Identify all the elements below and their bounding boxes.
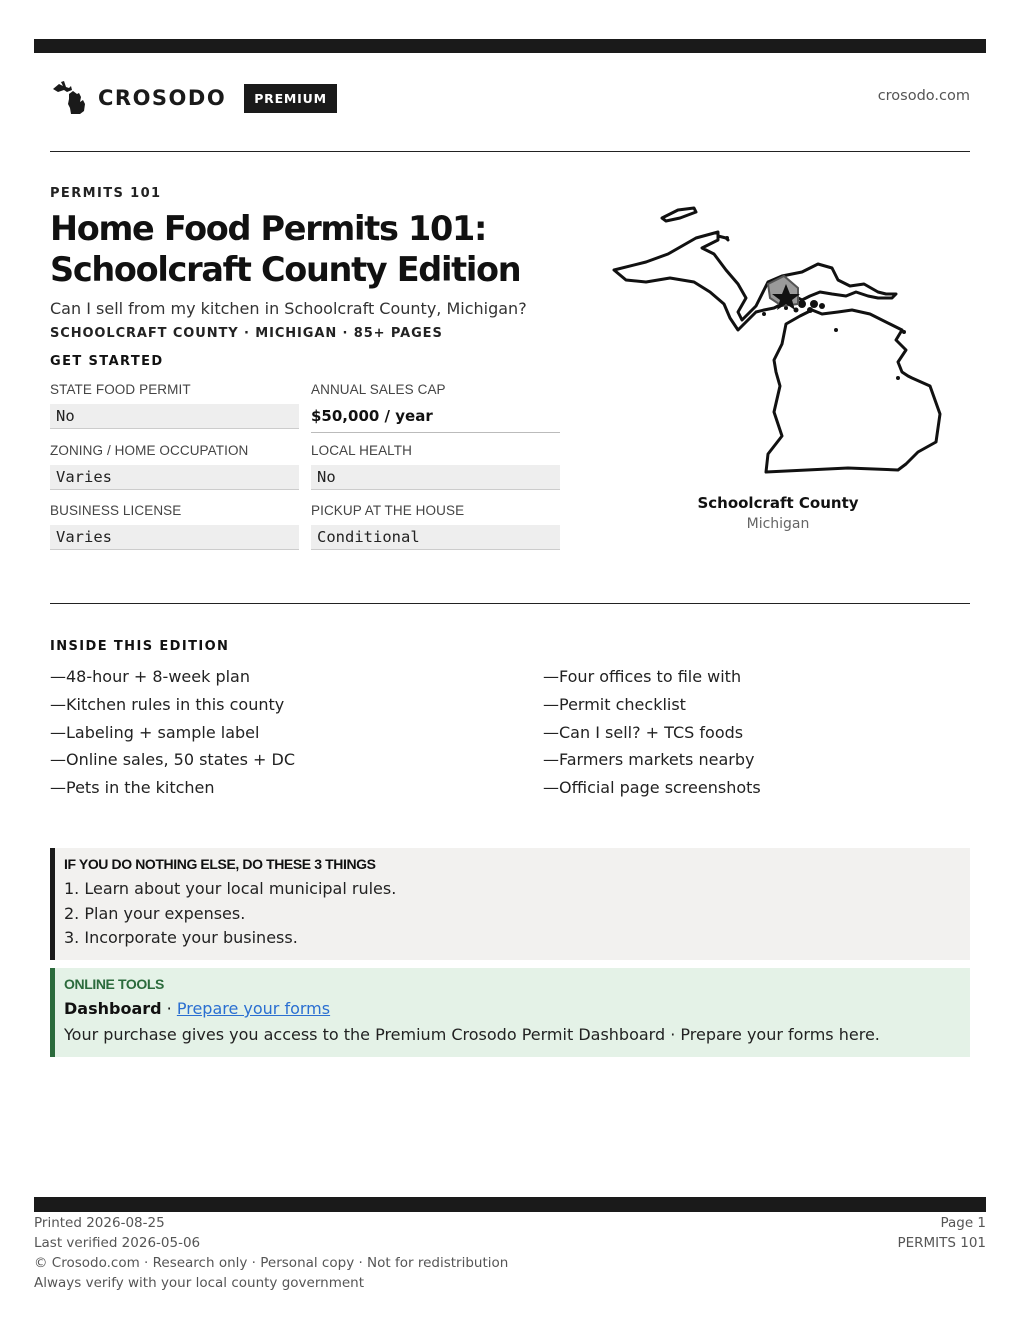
edition-meta: SCHOOLCRAFT COUNTY · MICHIGAN · 85+ PAGES bbox=[50, 326, 443, 341]
header-divider bbox=[50, 151, 970, 152]
printed-date: Printed 2026-08-25 bbox=[34, 1215, 165, 1231]
fact-label: ZONING / HOME OCCUPATION bbox=[50, 443, 249, 458]
online-tools-callout bbox=[50, 968, 970, 1057]
fact-label: ANNUAL SALES CAP bbox=[311, 382, 446, 397]
step-item: 3. Incorporate your business. bbox=[64, 928, 298, 947]
subtitle: Can I sell from my kitchen in Schoolcraft County, Michigan? bbox=[50, 299, 527, 318]
dashboard-label: Dashboard bbox=[64, 999, 162, 1018]
dashboard-description: Your purchase gives you access to the Premium Crosodo Permit Dashboard · Prepare your forms here. bbox=[64, 1025, 880, 1044]
disclaimer: Always verify with your local county government bbox=[34, 1275, 364, 1291]
toc-column-left bbox=[50, 666, 490, 805]
page-header bbox=[50, 78, 970, 118]
fact-label: LOCAL HEALTH bbox=[311, 443, 412, 458]
toc-item: —Farmers markets nearby bbox=[543, 750, 755, 770]
toc-item: —48-hour + 8-week plan bbox=[50, 667, 250, 686]
fact-label: PICKUP AT THE HOUSE bbox=[311, 503, 465, 518]
toc-column-right bbox=[543, 666, 983, 805]
title-line-2: Schoolcraft County Edition bbox=[50, 250, 521, 289]
fact-value: Varies bbox=[50, 525, 299, 550]
toc-heading: INSIDE THIS EDITION bbox=[50, 639, 230, 654]
toc-item: —Can I sell? + TCS foods bbox=[543, 722, 744, 742]
toc-item: —Online sales, 50 states + DC bbox=[50, 750, 296, 770]
must-do-title: IF YOU DO NOTHING ELSE, DO THESE 3 THINGS bbox=[64, 856, 376, 872]
toc-item: —Kitchen rules in this county bbox=[50, 694, 285, 714]
eyebrow: PERMITS 101 bbox=[50, 186, 162, 201]
toc-item: —Permit checklist bbox=[543, 694, 686, 714]
step-item: 1. Learn about your local municipal rules. bbox=[64, 879, 397, 898]
title-line-1: Home Food Permits 101: bbox=[50, 209, 487, 248]
section-divider bbox=[50, 603, 970, 604]
fact-value: No bbox=[50, 404, 299, 429]
fact-business-license bbox=[50, 503, 299, 550]
top-bar bbox=[34, 39, 986, 53]
dashboard-line bbox=[64, 998, 970, 1020]
premium-badge: PREMIUM bbox=[244, 84, 337, 113]
brand-name: CROSODO bbox=[98, 86, 227, 110]
fact-state-food-permit bbox=[50, 382, 299, 429]
fact-zoning bbox=[50, 443, 299, 490]
michigan-map-svg bbox=[606, 200, 950, 480]
map-county-name: Schoolcraft County bbox=[697, 494, 859, 512]
fact-label: STATE FOOD PERMIT bbox=[50, 382, 191, 397]
michigan-map bbox=[606, 200, 950, 480]
fact-local-health bbox=[311, 443, 560, 490]
copyright: © Crosodo.com · Research only · Personal copy · Not for redistribution bbox=[34, 1255, 509, 1271]
must-do-callout bbox=[50, 848, 970, 960]
toc-item: —Official page screenshots bbox=[543, 778, 761, 797]
must-do-steps bbox=[64, 877, 970, 951]
footer-section: PERMITS 101 bbox=[897, 1235, 986, 1251]
michigan-mitten-icon bbox=[50, 78, 90, 118]
online-tools-title: ONLINE TOOLS bbox=[64, 976, 164, 992]
isle-royale bbox=[662, 208, 696, 221]
lower-peninsula bbox=[766, 310, 940, 472]
separator: · bbox=[161, 999, 177, 1018]
page-title bbox=[50, 208, 590, 290]
fact-pickup bbox=[311, 503, 560, 550]
footer-right bbox=[897, 1213, 986, 1253]
step-item: 2. Plan your expenses. bbox=[64, 903, 246, 923]
get-started-heading: GET STARTED bbox=[50, 354, 164, 369]
prepare-forms-link[interactable]: Prepare your forms bbox=[176, 999, 331, 1018]
fact-value: No bbox=[311, 465, 560, 490]
fact-value: $50,000 / year bbox=[311, 404, 560, 433]
verified-date: Last verified 2026-05-06 bbox=[34, 1235, 201, 1251]
footer-bar bbox=[34, 1197, 986, 1212]
fact-value: Varies bbox=[50, 465, 299, 490]
toc-item: —Pets in the kitchen bbox=[50, 778, 215, 797]
footer-left bbox=[34, 1213, 508, 1293]
toc-item: —Four offices to file with bbox=[543, 667, 742, 686]
site-url[interactable]: crosodo.com bbox=[877, 88, 970, 104]
toc-item: —Labeling + sample label bbox=[50, 722, 260, 742]
brand[interactable] bbox=[50, 78, 337, 118]
fact-value: Conditional bbox=[311, 525, 560, 550]
page-number: Page 1 bbox=[940, 1215, 986, 1231]
map-state-name: Michigan bbox=[746, 516, 810, 532]
fact-annual-sales-cap bbox=[311, 382, 560, 433]
upper-peninsula bbox=[614, 232, 896, 330]
fact-label: BUSINESS LICENSE bbox=[50, 503, 182, 518]
